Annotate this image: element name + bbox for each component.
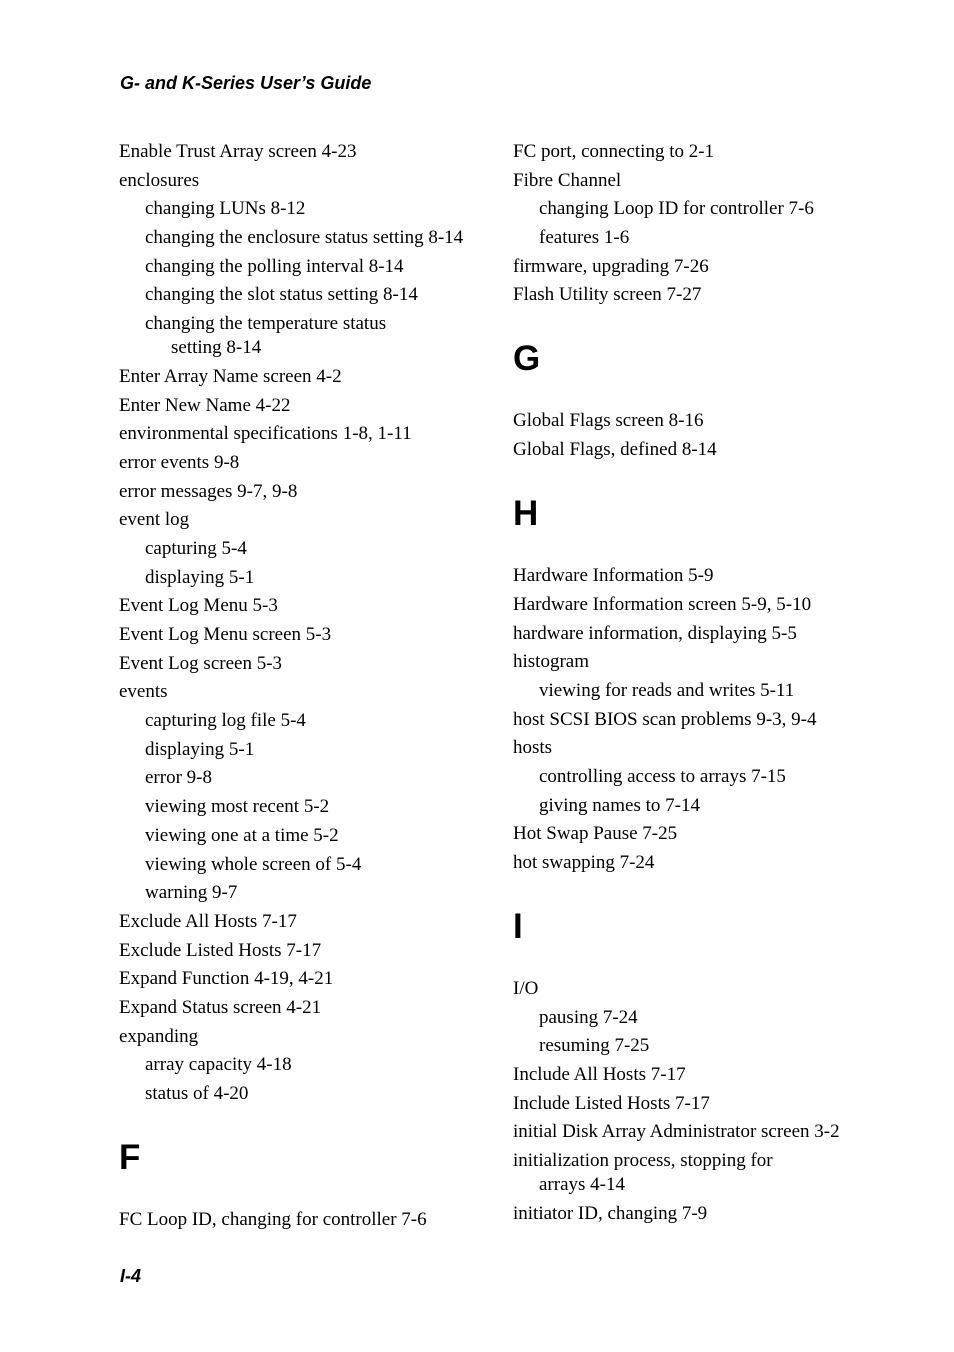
entry-continuation: setting 8-14 bbox=[171, 337, 262, 359]
index-subentry bbox=[119, 312, 494, 360]
index-subentry bbox=[119, 537, 494, 561]
entry-text: features 1-6 bbox=[539, 227, 630, 249]
index-subentry bbox=[119, 255, 494, 279]
index-subentry bbox=[119, 738, 494, 762]
entry-text: Enter New Name 4-22 bbox=[119, 394, 291, 416]
index-entry bbox=[119, 394, 494, 418]
entry-text: Hardware Information screen 5-9, 5-10 bbox=[513, 593, 812, 615]
index-entry bbox=[513, 409, 893, 433]
entry-text: array capacity 4-18 bbox=[145, 1054, 292, 1076]
entry-text: Expand Status screen 4-21 bbox=[119, 996, 322, 1018]
index-entry bbox=[513, 708, 893, 732]
entry-text: hot swapping 7-24 bbox=[513, 852, 655, 873]
entry-text: Fibre Channel bbox=[513, 169, 622, 191]
index-subentry bbox=[513, 197, 893, 221]
entry-text: host SCSI BIOS scan problems 9-3, 9-4 bbox=[513, 708, 817, 730]
index-entry bbox=[513, 593, 893, 617]
index-subentry bbox=[513, 1006, 893, 1030]
entry-text: Event Log screen 5-3 bbox=[119, 652, 283, 674]
index-entry bbox=[119, 594, 494, 618]
index-entry bbox=[513, 283, 893, 307]
index-entry bbox=[513, 736, 893, 760]
entry-text: hardware information, displaying 5-5 bbox=[513, 622, 797, 644]
entry-text: FC Loop ID, changing for controller 7-6 bbox=[119, 1209, 427, 1230]
index-entry bbox=[119, 967, 494, 991]
entry-text: hosts bbox=[513, 737, 553, 759]
index-entry bbox=[513, 851, 893, 875]
index-entry bbox=[513, 438, 893, 462]
entry-text: error 9-8 bbox=[145, 767, 212, 789]
entry-text: giving names to 7-14 bbox=[539, 794, 700, 816]
index-entry bbox=[119, 169, 494, 193]
entry-text: changing the slot status setting 8-14 bbox=[145, 284, 418, 306]
running-header: G- and K-Series User’s Guide bbox=[120, 73, 372, 93]
index-subentry bbox=[119, 1082, 494, 1106]
index-subentry bbox=[119, 197, 494, 221]
index-subentry bbox=[513, 679, 893, 703]
index-entry bbox=[513, 564, 893, 588]
index-entry bbox=[119, 508, 494, 532]
entry-continuation: arrays 4-14 bbox=[539, 1174, 625, 1196]
entry-text: initiator ID, changing 7-9 bbox=[513, 1202, 708, 1224]
section-letter: G bbox=[513, 339, 541, 379]
entry-text: enclosures bbox=[119, 169, 200, 191]
entry-text: viewing most recent 5-2 bbox=[145, 796, 330, 818]
entry-text: I/O bbox=[513, 978, 539, 999]
index-subentry bbox=[513, 1034, 893, 1058]
index-entry bbox=[513, 1092, 893, 1116]
index-entry bbox=[119, 422, 494, 446]
index-entry bbox=[513, 169, 893, 193]
entry-text: Enter Array Name screen 4-2 bbox=[119, 365, 342, 387]
entry-text: Event Log Menu screen 5-3 bbox=[119, 624, 332, 645]
index-entry bbox=[513, 822, 893, 846]
entry-text: environmental specifications 1-8, 1-11 bbox=[119, 423, 412, 445]
index-entry bbox=[513, 650, 893, 674]
index-subentry bbox=[119, 881, 494, 905]
index-entry bbox=[513, 255, 893, 279]
entry-text: viewing whole screen of 5-4 bbox=[145, 853, 362, 875]
index-entry bbox=[119, 480, 494, 504]
index-entry bbox=[119, 623, 494, 647]
index-entry bbox=[119, 996, 494, 1020]
entry-text: FC port, connecting to 2-1 bbox=[513, 141, 715, 162]
section-letter: F bbox=[119, 1138, 141, 1177]
entry-text: error messages 9-7, 9-8 bbox=[119, 480, 298, 502]
index-entry bbox=[513, 1120, 893, 1144]
entry-text: status of 4-20 bbox=[145, 1083, 249, 1104]
index-entry bbox=[119, 652, 494, 676]
page-number: I-4 bbox=[120, 1266, 142, 1286]
entry-text: capturing log file 5-4 bbox=[145, 710, 306, 732]
entry-text: Flash Utility screen 7-27 bbox=[513, 284, 702, 306]
index-subentry bbox=[119, 226, 494, 250]
index-entry bbox=[119, 140, 494, 164]
entry-text: initial Disk Array Administrator screen 3-2 bbox=[513, 1121, 840, 1143]
entry-text: resuming 7-25 bbox=[539, 1035, 650, 1057]
section-letter: I bbox=[513, 907, 523, 946]
index-subentry bbox=[119, 283, 494, 307]
index-entry bbox=[513, 140, 893, 164]
entry-text: histogram bbox=[513, 651, 589, 673]
index-subentry bbox=[119, 766, 494, 790]
entry-text: Exclude Listed Hosts 7-17 bbox=[119, 939, 322, 961]
index-subentry bbox=[119, 795, 494, 819]
entry-text: firmware, upgrading 7-26 bbox=[513, 255, 709, 277]
index-entry bbox=[119, 910, 494, 934]
entry-text: events bbox=[119, 681, 168, 703]
entry-text: Include All Hosts 7-17 bbox=[513, 1064, 686, 1086]
entry-text: displaying 5-1 bbox=[145, 566, 255, 588]
entry-text: Hardware Information 5-9 bbox=[513, 565, 714, 587]
index-entry bbox=[119, 365, 494, 389]
entry-text: Event Log Menu 5-3 bbox=[119, 595, 278, 617]
entry-text: Include Listed Hosts 7-17 bbox=[513, 1092, 710, 1114]
index-entry bbox=[119, 1208, 494, 1232]
index-entry bbox=[119, 1025, 494, 1049]
entry-text: changing Loop ID for controller 7-6 bbox=[539, 198, 814, 220]
entry-text: Exclude All Hosts 7-17 bbox=[119, 910, 297, 932]
index-subentry bbox=[513, 794, 893, 818]
entry-text: displaying 5-1 bbox=[145, 738, 255, 760]
index-entry bbox=[513, 622, 893, 646]
section-letter: H bbox=[513, 494, 539, 534]
entry-text: error events 9-8 bbox=[119, 451, 240, 473]
index-subentry bbox=[119, 566, 494, 590]
index-entry bbox=[119, 451, 494, 475]
index-entry bbox=[119, 939, 494, 963]
entry-text: warning 9-7 bbox=[145, 882, 238, 904]
index-subentry bbox=[119, 709, 494, 733]
index-subentry bbox=[119, 1053, 494, 1077]
index-entry bbox=[513, 1063, 893, 1087]
entry-text: viewing one at a time 5-2 bbox=[145, 824, 339, 846]
entry-text: controlling access to arrays 7-15 bbox=[539, 765, 786, 787]
entry-text: event log bbox=[119, 509, 190, 531]
index-subentry bbox=[119, 824, 494, 848]
entry-text: Global Flags screen 8-16 bbox=[513, 410, 704, 432]
entry-text: Expand Function 4-19, 4-21 bbox=[119, 968, 334, 990]
entry-text: changing the temperature status bbox=[145, 313, 387, 335]
entry-text: Hot Swap Pause 7-25 bbox=[513, 823, 678, 845]
entry-text: Global Flags, defined 8-14 bbox=[513, 439, 717, 461]
index-subentry bbox=[513, 226, 893, 250]
index-entry bbox=[513, 1202, 893, 1226]
entry-text: viewing for reads and writes 5-11 bbox=[539, 679, 795, 701]
index-subentry bbox=[119, 853, 494, 877]
entry-text: expanding bbox=[119, 1025, 199, 1047]
entry-text: changing LUNs 8-12 bbox=[145, 198, 306, 220]
entry-text: initialization process, stopping for bbox=[513, 1150, 773, 1172]
index-entry bbox=[119, 680, 494, 704]
entry-text: changing the polling interval 8-14 bbox=[145, 255, 404, 277]
entry-text: Enable Trust Array screen 4-23 bbox=[119, 141, 357, 162]
entry-text: pausing 7-24 bbox=[539, 1006, 638, 1028]
index-column-right bbox=[513, 140, 893, 1231]
index-subentry bbox=[513, 765, 893, 789]
index-entry bbox=[513, 977, 893, 1001]
entry-text: changing the enclosure status setting 8-14 bbox=[145, 227, 464, 249]
entry-text: capturing 5-4 bbox=[145, 537, 247, 559]
index-column-left bbox=[119, 140, 494, 1237]
index-entry bbox=[513, 1149, 893, 1197]
